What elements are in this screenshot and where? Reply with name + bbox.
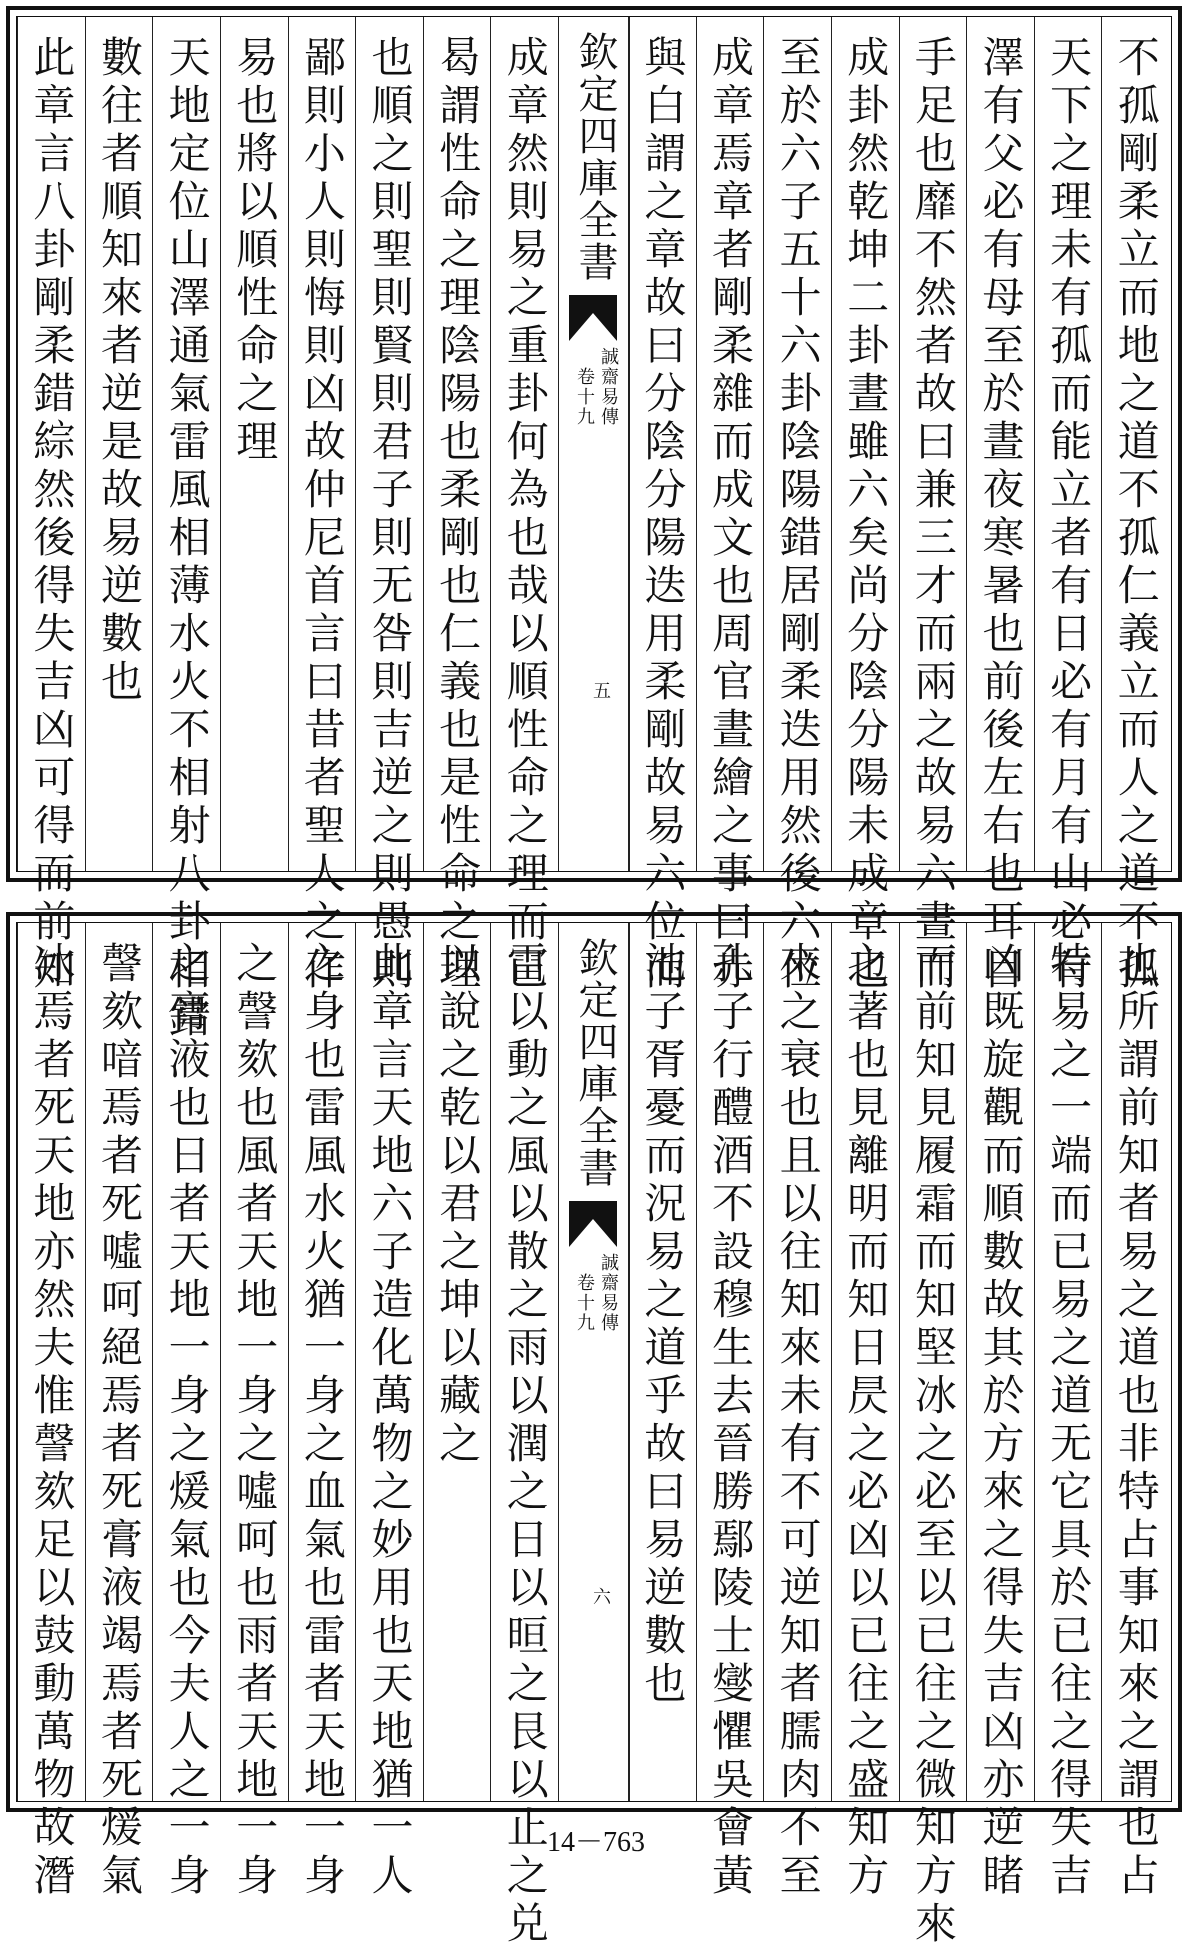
text-column — [17, 17, 85, 995]
text-column — [490, 17, 558, 995]
book-subtitle: 誠齋易傳 — [598, 347, 619, 427]
center-margin-column — [558, 17, 630, 871]
text-column — [1034, 923, 1102, 1901]
column-text: 成章焉章者剛柔雜而成文也周官晝繪之事曰赤 — [705, 35, 755, 995]
column-text: 也順之則聖則賢則君子則无咎則吉逆之則愚則 — [365, 35, 415, 995]
text-column — [628, 17, 696, 995]
center-margin-column — [558, 923, 630, 1801]
text-column — [899, 17, 967, 995]
text-column — [490, 923, 558, 1949]
column-text: 數往者順知來者逆是故易逆數也 — [94, 35, 144, 707]
column-text: 凶既旋觀而順數故其於方來之得失吉凶亦逆睹 — [976, 941, 1026, 1901]
text-column — [1034, 17, 1102, 995]
column-text: 此章言天地六子造化萬物之妙用也天地猶一人 — [365, 941, 415, 1901]
folio-number: 五 — [593, 681, 611, 702]
column-text: 至於六子五十六卦陰陽錯居剛柔迭用然後六位 — [773, 35, 823, 995]
text-column — [85, 923, 153, 1901]
book-title: 欽定四庫全書 — [572, 31, 618, 283]
text-column — [423, 923, 491, 1801]
column-text: 此章言八卦剛柔錯綜然後得失吉凶可得而前知 — [27, 35, 77, 995]
text-column — [220, 17, 288, 871]
folio-number: 六 — [593, 1587, 611, 1608]
column-text: 雷以動之風以散之雨以潤之日以晅之艮以止之兑 — [500, 941, 550, 1949]
text-column — [423, 17, 491, 995]
column-text: 成卦然乾坤二卦晝雖六矣尚分陰分陽未成章也 — [841, 35, 891, 995]
page-number-footer: 14－763 — [546, 1827, 645, 1858]
text-column — [696, 923, 764, 1901]
text-column — [355, 17, 423, 995]
volume-label: 卷十九 — [574, 1273, 595, 1333]
text-column — [152, 17, 220, 1043]
column-text: 特易之一端而已易之道无它具於已往之得失吉 — [1044, 941, 1094, 1901]
text-column — [288, 923, 356, 1901]
column-text: 曷謂性命之理陰陽也柔剛也仁義也是性命之理 — [433, 35, 483, 995]
column-text: 鄙則小人則悔則凶故仲尼首言曰昔者聖人之作 — [297, 35, 347, 995]
text-column — [220, 923, 288, 1901]
volume-label: 卷十九 — [574, 367, 595, 427]
column-text: 手足也靡不然者故曰兼三才而兩之故易六晝而 — [908, 35, 958, 995]
text-column — [966, 17, 1034, 995]
text-column — [696, 17, 764, 995]
column-text: 易也將以順性命之理 — [230, 35, 280, 467]
fishtail-mark-icon — [569, 1201, 617, 1247]
text-column — [899, 923, 967, 1949]
column-text: 謦欬喑焉者死噓呵絕焉者死膏液竭焉者死煖氣 — [94, 941, 144, 1901]
column-text: 冰焉者死天地亦然夫惟謦欬足以鼓動萬物故潛 — [27, 941, 77, 1901]
text-column — [1101, 17, 1169, 995]
column-text: 之謦欬也風者天地一身之噓呵也雨者天地一身 — [230, 941, 280, 1901]
column-text: 池子胥憂而況易之道乎故曰易逆數也 — [638, 941, 688, 1709]
text-column — [831, 923, 899, 1901]
column-text: 來之衰也且以往知來未有不可逆知者臑肉不至 — [773, 941, 823, 1901]
text-column — [85, 17, 153, 871]
column-text: 天地定位山澤通氣雷風相薄水火不相射八卦相錯 — [162, 35, 212, 1043]
column-text: 孔子行醴酒不設穆生去晉勝鄢陵士燮懼吳會黃 — [705, 941, 755, 1901]
column-text: 而前知見履霜而知堅冰之必至以已往之微知方來 — [908, 941, 958, 1949]
fishtail-mark-icon — [569, 295, 617, 341]
column-text: 之身也雷風水火猶一身之血氣也雷者天地一身 — [297, 941, 347, 1901]
column-text: 與白謂之章故曰分陰分陽迭用柔剛故易六位而 — [638, 35, 688, 995]
book-title: 欽定四庫全書 — [572, 937, 618, 1189]
text-column — [831, 17, 899, 995]
text-column — [628, 923, 696, 1801]
text-column — [152, 923, 220, 1901]
text-column — [763, 923, 831, 1901]
text-column — [763, 17, 831, 995]
column-text: 以說之乾以君之坤以藏之 — [433, 941, 483, 1469]
text-column — [355, 923, 423, 1901]
column-text: 之著也見離明而知日昃之必凶以已往之盛知方 — [841, 941, 891, 1901]
text-column — [288, 17, 356, 995]
column-text: 也所謂前知者易之道也非特占事知來之謂也占 — [1111, 941, 1161, 1901]
text-frame-top — [16, 16, 1172, 1043]
column-text: 之膏液也日者天地一身之煖氣也今夫人之一身 — [162, 941, 212, 1901]
column-text: 成章然則易之重卦何為也哉以順性命之理而已 — [500, 35, 550, 995]
text-column — [1101, 923, 1169, 1901]
text-column — [966, 923, 1034, 1901]
column-text: 天下之理未有孤而能立者有日必有月有山必有 — [1044, 35, 1094, 995]
column-text: 不孤剛柔立而地之道不孤仁義立而人之道不孤 — [1111, 35, 1161, 995]
column-text: 澤有父必有母至於晝夜寒暑也前後左右也耳目 — [976, 35, 1026, 995]
text-column — [17, 923, 85, 1901]
page-panel-top — [6, 6, 1182, 1043]
book-subtitle: 誠齋易傳 — [598, 1253, 619, 1333]
